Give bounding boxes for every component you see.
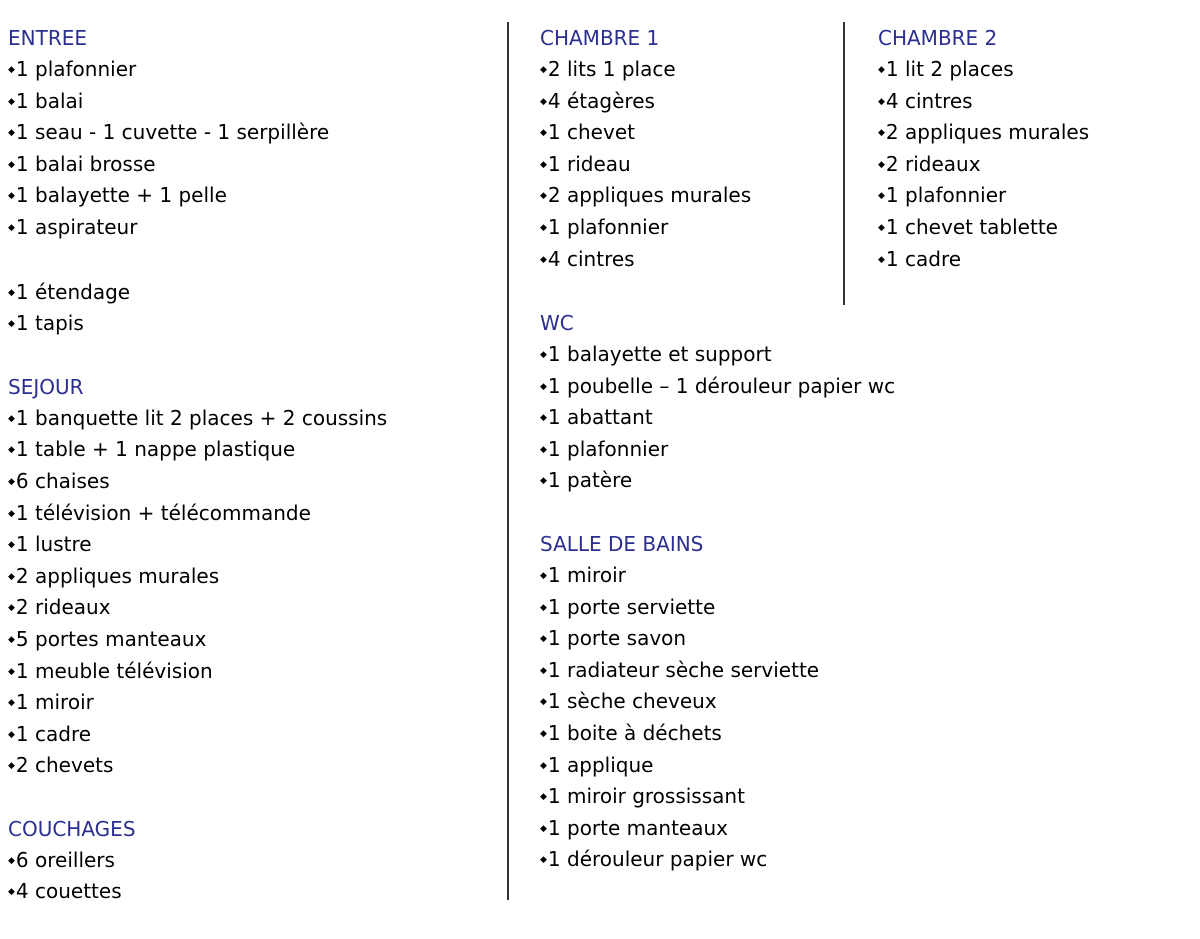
list-item: ◆ 1 chevet (540, 117, 840, 149)
list-item: ◆ 1 miroir grossissant (540, 781, 1180, 813)
right-column (878, 22, 1188, 306)
list-item: ◆ 1 balai brosse (8, 149, 498, 181)
list-item: ◆ 1 applique (540, 750, 1180, 782)
list-item: ◆ 1 lit 2 places (878, 54, 1188, 86)
section-wc (540, 307, 1180, 497)
entree-list-extra (8, 277, 498, 340)
left-column (8, 22, 498, 939)
list-item: ◆ 1 plafonnier (540, 434, 1180, 466)
list-item: ◆ 1 meuble télévision (8, 656, 498, 688)
list-item: ◆ 1 lustre (8, 529, 498, 561)
list-item: ◆ 1 chevet tablette (878, 212, 1188, 244)
list-item: ◆ 1 balai (8, 86, 498, 118)
section-title-couchages: COUCHAGES (8, 816, 136, 841)
section-chambre-2 (878, 22, 1188, 275)
list-item: ◆ 1 plafonnier (878, 180, 1188, 212)
section-couchages (8, 813, 498, 908)
list-item: ◆ 1 plafonnier (8, 54, 498, 86)
list-item: ◆ 4 cintres (540, 244, 840, 276)
list-item: ◆ 1 sèche cheveux (540, 686, 1180, 718)
list-item: ◆ 1 porte savon (540, 623, 1180, 655)
list-item: ◆ 4 couettes (8, 876, 498, 908)
salle-de-bains-list (540, 560, 1180, 876)
column-divider-top (843, 22, 845, 305)
section-entree (8, 22, 498, 340)
wc-list (540, 339, 1180, 497)
list-item: ◆ 1 aspirateur (8, 212, 498, 244)
spacer (8, 244, 498, 277)
list-item: ◆ 1 porte manteaux (540, 813, 1180, 845)
list-item: ◆ 2 appliques murales (540, 180, 840, 212)
section-title-wc: WC (540, 311, 574, 335)
list-item: ◆ 2 lits 1 place (540, 54, 840, 86)
section-title-salle-de-bains: SALLE DE BAINS (540, 531, 704, 556)
section-title-chambre-1: CHAMBRE 1 (540, 26, 660, 50)
list-item: ◆ 2 rideaux (8, 592, 498, 624)
sejour-list (8, 403, 498, 782)
list-item: ◆ 1 abattant (540, 402, 1180, 434)
section-title-sejour: SEJOUR (8, 374, 84, 399)
middle-column (540, 22, 840, 306)
lower-middle-column (540, 307, 1180, 907)
chambre-2-list (878, 54, 1188, 275)
list-item: ◆ 1 miroir (8, 687, 498, 719)
list-item: ◆ 1 porte serviette (540, 592, 1180, 624)
list-item: ◆ 2 appliques murales (878, 117, 1188, 149)
section-title-entree: ENTREE (8, 26, 87, 50)
list-item: ◆ 1 miroir (540, 560, 1180, 592)
list-item: ◆ 2 chevets (8, 750, 498, 782)
list-item: ◆ 1 boite à déchets (540, 718, 1180, 750)
list-item: ◆ 5 portes manteaux (8, 624, 498, 656)
column-divider (507, 22, 509, 900)
list-item: ◆ 1 balayette et support (540, 339, 1180, 371)
section-salle-de-bains (540, 528, 1180, 876)
chambre-1-list (540, 54, 840, 275)
list-item: ◆ 1 rideau (540, 149, 840, 181)
couchages-list (8, 845, 498, 908)
list-item: ◆ 1 cadre (8, 719, 498, 751)
list-item: ◆ 6 chaises (8, 466, 498, 498)
list-item: ◆ 1 étendage (8, 277, 498, 309)
list-item: ◆ 1 cadre (878, 244, 1188, 276)
list-item: ◆ 6 oreillers (8, 845, 498, 877)
list-item: ◆ 1 seau - 1 cuvette - 1 serpillère (8, 117, 498, 149)
list-item: ◆ 1 radiateur sèche serviette (540, 655, 1180, 687)
list-item: ◆ 2 appliques murales (8, 561, 498, 593)
section-chambre-1 (540, 22, 840, 275)
list-item: ◆ 1 plafonnier (540, 212, 840, 244)
list-item: ◆ 1 patère (540, 465, 1180, 497)
list-item: ◆ 1 balayette + 1 pelle (8, 180, 498, 212)
section-sejour (8, 371, 498, 782)
section-title-chambre-2: CHAMBRE 2 (878, 26, 998, 50)
list-item: ◆ 4 cintres (878, 86, 1188, 118)
list-item: ◆ 1 télévision + télécommande (8, 498, 498, 530)
list-item: ◆ 1 table + 1 nappe plastique (8, 434, 498, 466)
list-item: ◆ 2 rideaux (878, 149, 1188, 181)
list-item: ◆ 1 poubelle – 1 dérouleur papier wc (540, 371, 1180, 403)
list-item: ◆ 1 banquette lit 2 places + 2 coussins (8, 403, 498, 435)
list-item: ◆ 1 tapis (8, 308, 498, 340)
entree-list (8, 54, 498, 244)
list-item: ◆ 4 étagères (540, 86, 840, 118)
list-item: ◆ 1 dérouleur papier wc (540, 844, 1180, 876)
